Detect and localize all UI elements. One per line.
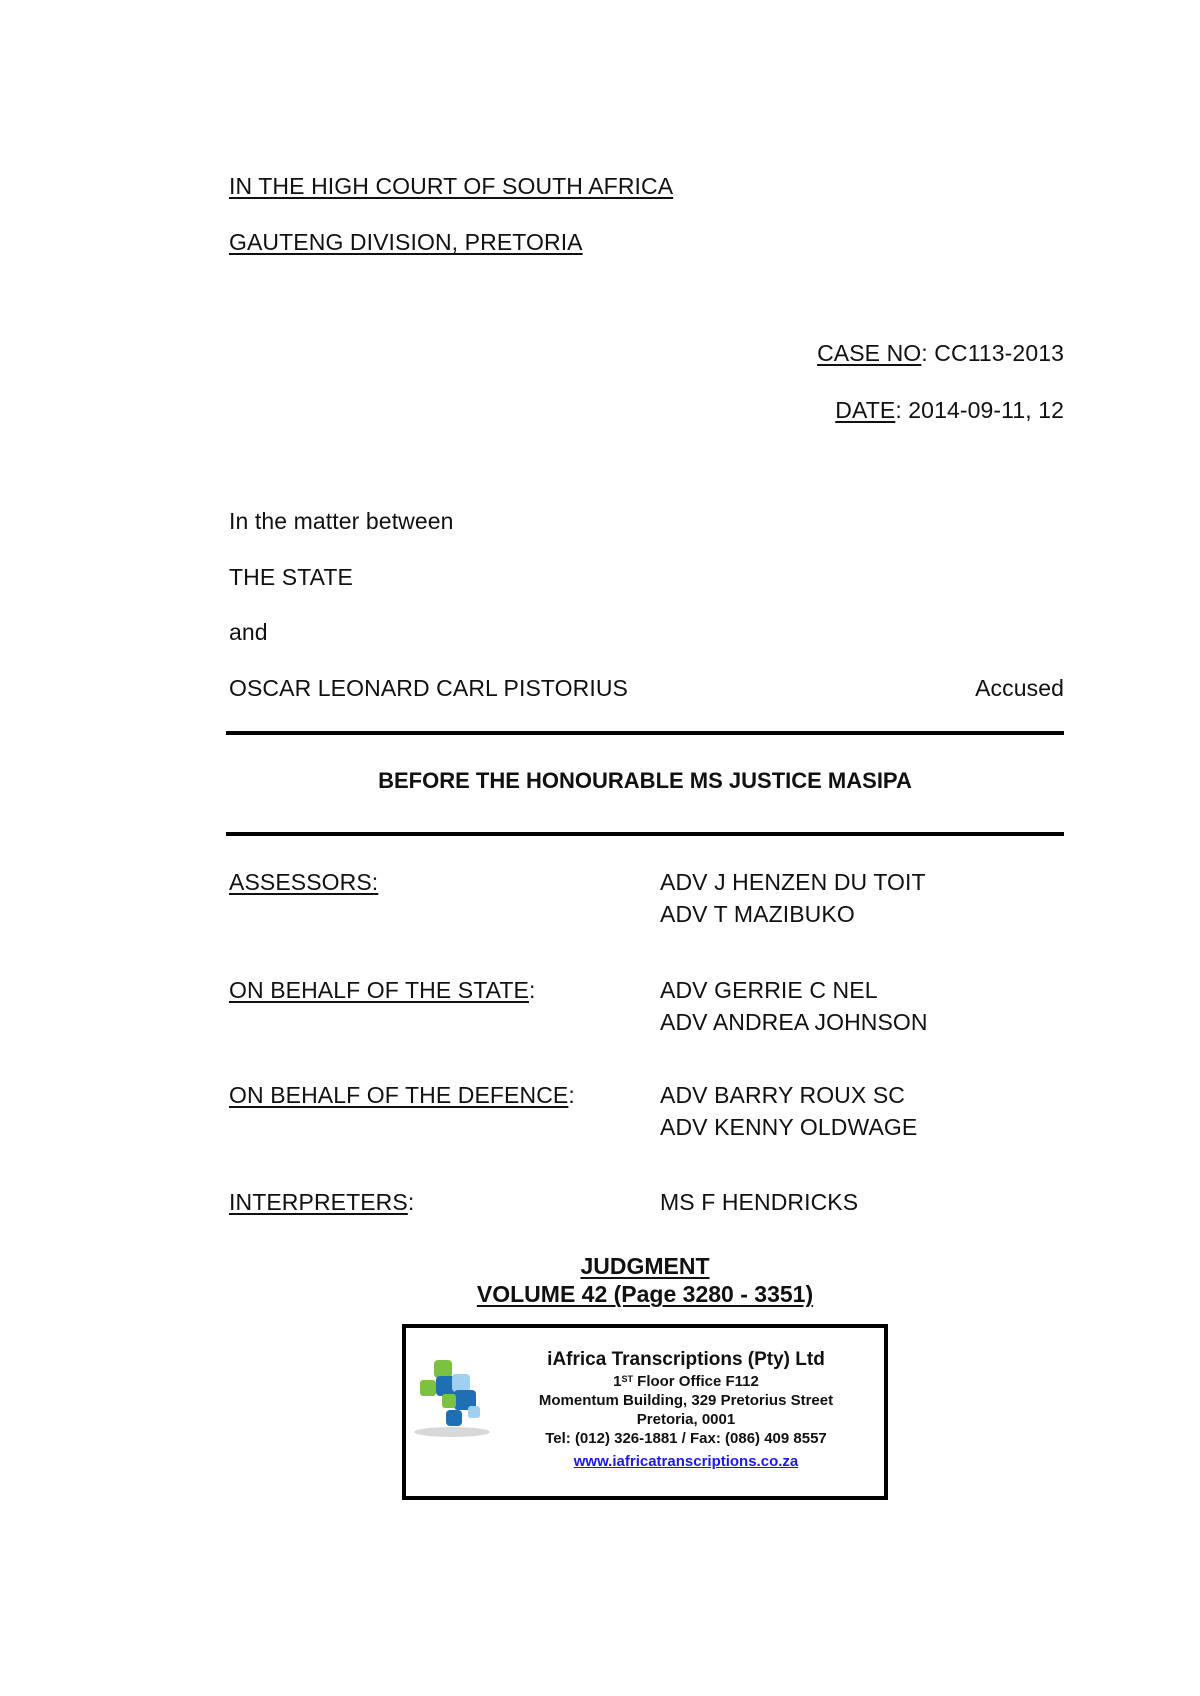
transcriber-website-link[interactable]: www.iafricatranscriptions.co.za: [573, 1453, 799, 1470]
bench-heading: BEFORE THE HONOURABLE MS JUSTICE MASIPA: [378, 768, 912, 793]
transcriber-city: Pretoria, 0001: [636, 1411, 736, 1428]
case-date: [835, 396, 1064, 424]
transcriber-contact: Tel: (012) 326-1881 / Fax: (086) 409 8557: [545, 1430, 827, 1447]
judgment-title: JUDGMENT: [580, 1253, 710, 1279]
case-number-label: CASE NO: [817, 340, 922, 366]
bottom-rule: [226, 832, 1064, 836]
party-accused-role: Accused: [975, 675, 1064, 701]
interpreters-label: INTERPRETERS:: [229, 1189, 415, 1215]
assessor-2: ADV T MAZIBUKO: [660, 901, 855, 927]
top-rule: [226, 731, 1064, 735]
state-counsel-label: ON BEHALF OF THE STATE:: [229, 977, 536, 1003]
defence-counsel-label: ON BEHALF OF THE DEFENCE:: [229, 1082, 575, 1108]
transcriber-floor: 1ST Floor Office F112: [613, 1373, 759, 1390]
state-counsel-1: ADV GERRIE C NEL: [660, 977, 878, 1003]
defence-counsel-2: ADV KENNY OLDWAGE: [660, 1114, 918, 1140]
party-and: and: [229, 619, 268, 645]
transcriber-box: [402, 1324, 888, 1500]
assessors-label: ASSESSORS:: [229, 869, 379, 895]
defence-counsel-1: ADV BARRY ROUX SC: [660, 1082, 905, 1108]
transcriber-building: Momentum Building, 329 Pretorius Street: [538, 1392, 834, 1409]
party-accused-name: OSCAR LEONARD CARL PISTORIUS: [229, 675, 628, 701]
transcriber-details: [476, 1348, 896, 1471]
assessor-1: ADV J HENZEN DU TOIT: [660, 869, 926, 895]
court-name: IN THE HIGH COURT OF SOUTH AFRICA: [229, 173, 674, 199]
party-state: THE STATE: [229, 564, 353, 590]
interpreter-1: MS F HENDRICKS: [660, 1189, 859, 1215]
transcriber-name: iAfrica Transcriptions (Pty) Ltd: [547, 1349, 825, 1370]
state-counsel-2: ADV ANDREA JOHNSON: [660, 1009, 928, 1035]
case-date-value: : 2014-09-11, 12: [895, 397, 1064, 423]
case-number-value: : CC113-2013: [921, 340, 1064, 366]
court-division: GAUTENG DIVISION, PRETORIA: [229, 229, 583, 255]
matter-intro: In the matter between: [229, 508, 454, 534]
judgment-volume: VOLUME 42 (Page 3280 - 3351): [476, 1281, 814, 1307]
case-number: [817, 339, 1064, 367]
case-date-label: DATE: [835, 397, 896, 423]
